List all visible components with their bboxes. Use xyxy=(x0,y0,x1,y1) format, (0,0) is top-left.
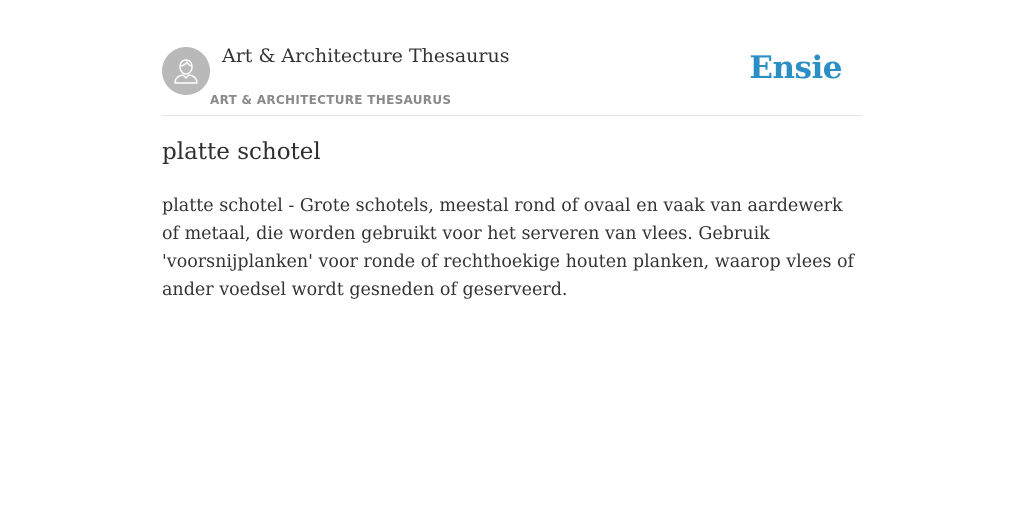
author-name-link[interactable]: Art & Architecture Thesaurus xyxy=(222,45,510,67)
page-container xyxy=(162,0,862,300)
page-title: platte schotel xyxy=(162,139,321,165)
page-header xyxy=(162,0,862,116)
definition-text: platte schotel - Grote schotels, meestal rond of ovaal en vaak van aardewerk of metaal, die worden gebruikt voor het serveren van vlees. Gebruik 'voorsnijplanken' voor ronde of rechthoekige houten planken, waarop vlees of ander voedsel wordt gesneden of geserveerd. xyxy=(162,196,855,300)
brand-logo[interactable]: Ensie xyxy=(749,50,842,86)
author-avatar[interactable] xyxy=(162,47,210,95)
user-icon xyxy=(171,56,201,86)
source-label: ART & ARCHITECTURE THESAURUS xyxy=(210,93,452,107)
